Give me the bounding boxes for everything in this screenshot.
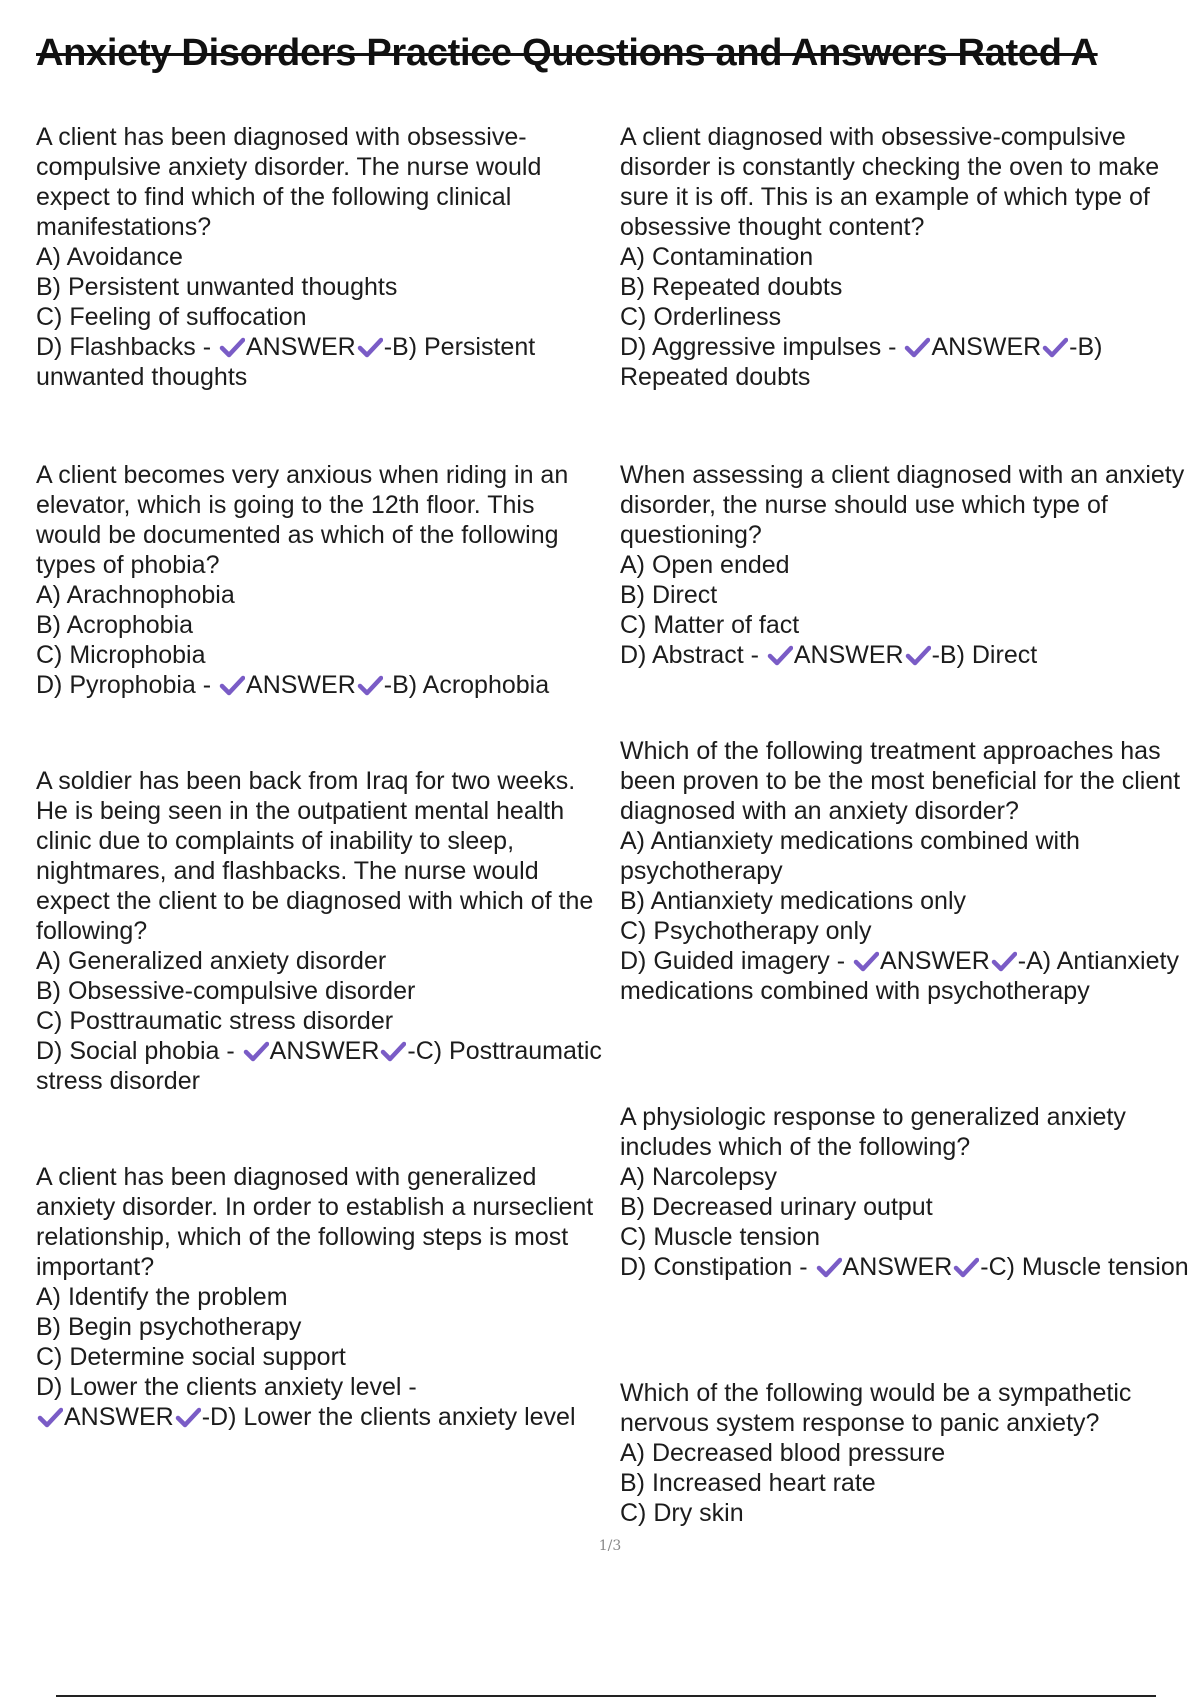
question-stem: A soldier has been back from Iraq for two weeks. He is being seen in the outpatient mental health clinic due to complaints of inability to sleep, nightmares, and flashbacks. The nurse would expect the client to be diagnosed with which of the following? [36,767,594,945]
question-block [620,122,1190,392]
option: B) Antianxiety medications only [620,887,967,915]
question-block [620,460,1190,670]
checkmark-icon [175,1406,201,1428]
answer-text: -A) Antianxiety medications combined with psychotherapy [620,947,1179,1005]
question-stem: When assessing a client diagnosed with an anxiety disorder, the nurse should use which type of questioning? [620,461,1185,549]
checkmark-icon [219,336,245,358]
option: B) Persistent unwanted thoughts [36,273,398,301]
option: A) Avoidance [36,243,183,271]
answer-label: ANSWER [64,1403,174,1431]
option: B) Repeated doubts [620,273,843,301]
answer-label: ANSWER [793,641,904,669]
option: C) Matter of fact [620,611,800,639]
answer-text: -B) Acrophobia [383,671,550,699]
question-block [620,736,1190,1006]
checkmark-icon [905,644,931,666]
checkmark-icon [1042,336,1068,358]
option: D) Pyrophobia - [36,671,212,699]
page-title: Anxiety Disorders Practice Questions and Answers Rated A [36,32,1098,74]
option: C) Feeling of suffocation [36,303,307,331]
option: C) Psychotherapy only [620,917,872,945]
checkmark-icon [904,336,930,358]
question-stem: A physiologic response to generalized anxiety includes which of the following? [620,1103,1126,1161]
option: B) Decreased urinary output [620,1193,933,1221]
question-block [36,766,606,1096]
option: A) Identify the problem [36,1283,288,1311]
answer-text: -C) Posttraumatic stress disorder [36,1037,602,1095]
checkmark-icon [357,674,383,696]
option: C) Muscle tension [620,1223,821,1251]
answer-label: ANSWER [842,1253,953,1281]
option: B) Increased heart rate [620,1469,876,1497]
checkmark-icon [357,336,383,358]
answer-text: -B) Direct [931,641,1038,669]
option: D) Constipation - [620,1253,808,1281]
option: D) Aggressive impulses - [620,333,897,361]
question-block [36,1162,606,1432]
option: B) Acrophobia [36,611,194,639]
checkmark-icon [991,950,1017,972]
option: C) Orderliness [620,303,782,331]
option: D) Guided imagery - [620,947,846,975]
question-stem: A client has been diagnosed with generalized anxiety disorder. In order to establish a nurseclient relationship, which of the following steps is most important? [36,1163,594,1281]
page-number: 1/3 [598,1538,622,1554]
checkmark-icon [816,1256,842,1278]
option: C) Microphobia [36,641,206,669]
checkmark-icon [243,1040,269,1062]
option: D) Lower the clients anxiety level - [36,1373,417,1401]
option: A) Decreased blood pressure [620,1439,946,1467]
footer-divider [56,1695,1156,1697]
question-block [620,1378,1190,1528]
answer-text: -C) Muscle tension [980,1253,1189,1281]
checkmark-icon [853,950,879,972]
option: D) Abstract - [620,641,759,669]
option: D) Social phobia - [36,1037,235,1065]
option: A) Generalized anxiety disorder [36,947,387,975]
answer-text: -B) Repeated doubts [620,333,1103,391]
option: D) Flashbacks - [36,333,212,361]
question-stem: Which of the following treatment approaches has been proven to be the most beneficial for the client diagnosed with an anxiety disorder? [620,737,1181,825]
answer-label: ANSWER [880,947,990,975]
question-stem: Which of the following would be a sympathetic nervous system response to panic anxiety? [620,1379,1132,1437]
option: A) Arachnophobia [36,581,235,609]
option: B) Obsessive-compulsive disorder [36,977,416,1005]
option: A) Narcolepsy [620,1163,777,1191]
question-block [36,460,606,700]
answer-label: ANSWER [269,1037,380,1065]
checkmark-icon [953,1256,979,1278]
answer-label: ANSWER [931,333,1042,361]
option: A) Contamination [620,243,814,271]
option: B) Begin psychotherapy [36,1313,302,1341]
checkmark-icon [37,1406,63,1428]
option: C) Posttraumatic stress disorder [36,1007,394,1035]
question-stem: A client has been diagnosed with obsessive-compulsive anxiety disorder. The nurse would expect to find which of the following clinical manifestations? [36,123,542,241]
option: A) Antianxiety medications combined with psychotherapy [620,827,1080,885]
checkmark-icon [219,674,245,696]
checkmark-icon [380,1040,406,1062]
option: A) Open ended [620,551,790,579]
question-block [36,122,606,392]
question-block [620,1102,1190,1282]
question-stem: A client becomes very anxious when riding in an elevator, which is going to the 12th floor. This would be documented as which of the following types of phobia? [36,461,569,579]
option: C) Determine social support [36,1343,346,1371]
option: B) Direct [620,581,718,609]
answer-label: ANSWER [246,333,356,361]
answer-label: ANSWER [246,671,356,699]
checkmark-icon [767,644,793,666]
question-stem: A client diagnosed with obsessive-compulsive disorder is constantly checking the oven to make sure it is off. This is an example of which type of obsessive thought content? [620,123,1160,241]
answer-text: -B) Persistent unwanted thoughts [36,333,536,391]
option: C) Dry skin [620,1499,744,1527]
answer-text: -D) Lower the clients anxiety level [201,1403,576,1431]
